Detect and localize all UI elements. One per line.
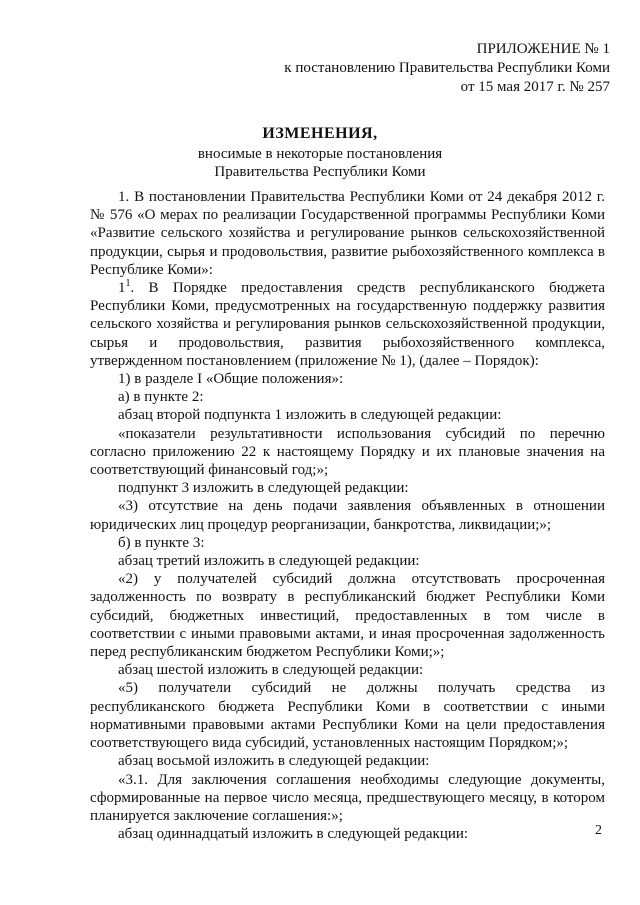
paragraph: абзац третий изложить в следующей редакции: xyxy=(118,553,420,570)
paragraph: абзац второй подпункта 1 изложить в следующей редакции: xyxy=(118,407,502,424)
paragraph: 1. В постановлении Правительства Республики Коми от 24 декабря 2012 г. № 576 «О мерах по реализации Государственной программы Республики Коми «Развитие сельского хозяйства и регулирование рынков сельскохозяйственной продукции, сырья и продовольствия, развитие рыбохозяйственного комплекса в Республике Коми»: xyxy=(90,189,605,278)
document-subtitle-line1: вносимые в некоторые постановления xyxy=(197,146,443,162)
document-subtitle-line2: Правительства Республики Коми xyxy=(214,164,426,180)
appendix-heading: ПРИЛОЖЕНИЕ № 1 xyxy=(476,41,610,57)
paragraph: подпункт 3 изложить в следующей редакции: xyxy=(118,480,409,497)
clause-number: 1 xyxy=(118,280,126,297)
paragraph: «3) отсутствие на день подачи заявления объявленных в отношении юридических лиц процедур реорганизации, банкротства, ликвидации;»; xyxy=(90,498,605,533)
paragraph: «5) получатели субсидий не должны получать средства из республиканского бюджета Республики Коми в соответствии с иными нормативными правовыми актами Республики Коми на цели предоставления соответствующего вида субсидий, установленных настоящим Порядком;»; xyxy=(90,680,605,752)
page-number: 2 xyxy=(595,823,602,838)
clause-superscript: 1 xyxy=(125,278,131,290)
paragraph: «показатели результативности использования субсидий по перечню согласно приложению 22 к настоящему Порядку и их плановые значения на соответствующий финансовый год;»; xyxy=(90,425,605,479)
document-title: ИЗМЕНЕНИЯ, xyxy=(262,125,378,142)
paragraph: б) в пункте 3: xyxy=(118,534,205,551)
appendix-resolution-ref: к постановлению Правительства Республики Коми xyxy=(284,60,610,76)
paragraph-1-1 xyxy=(90,279,605,370)
paragraph: абзац одиннадцатый изложить в следующей редакции: xyxy=(118,826,469,843)
paragraph: 1) в разделе I «Общие положения»: xyxy=(118,371,344,388)
appendix-date: от 15 мая 2017 г. № 257 xyxy=(460,79,610,95)
paragraph: а) в пункте 2: xyxy=(118,389,204,406)
paragraph: абзац восьмой изложить в следующей редакции: xyxy=(118,753,430,770)
paragraph: «3.1. Для заключения соглашения необходимы следующие документы, сформированные на первое число месяца, предшествующего месяцу, в котором планируется заключение соглашения:»; xyxy=(90,771,605,824)
paragraph: «2) у получателей субсидий должна отсутствовать просроченная задолженность по возврату в республиканский бюджет Республики Коми субсидий, бюджетных инвестиций, предоставленных в том числе в соответствии с иными правовыми актами, и иная просроченная задолженность перед республиканским бюджетом Республики Коми;»; xyxy=(90,571,605,661)
document-body xyxy=(90,188,605,843)
paragraph: абзац шестой изложить в следующей редакции: xyxy=(118,662,424,679)
clause-text: . В Порядке предоставления средств республиканского бюджета Республики Коми, предусмотренных на государственную поддержку развития сельского хозяйства и регулирования рынков сельскохозяйственной продукции, сырья и продовольствия, развития рыбохозяйственного комплекса, утвержденном постановлением (приложение № 1), (далее – Порядок): xyxy=(90,280,605,369)
